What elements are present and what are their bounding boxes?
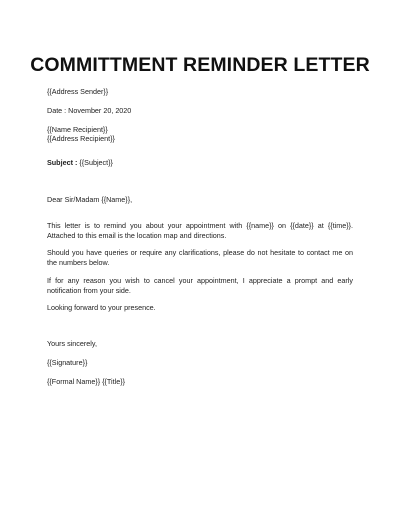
closing: Yours sincerely,: [47, 339, 97, 348]
address-sender: {{Address Sender}}: [47, 87, 109, 96]
body-paragraph-3: If for any reason you wish to cancel your appointment, I appreciate a prompt and early notification from your side.: [47, 276, 353, 295]
subject-value: {{Subject}}: [77, 158, 113, 167]
subject-line: [47, 158, 113, 167]
letter-title: COMMITTMENT REMINDER LETTER: [30, 54, 370, 76]
body-paragraph-1: This letter is to remind you about your appointment with {{name}} on {{date}} at {{time}}. Attached to this email is the location map and directions.: [47, 221, 353, 240]
name-recipient: {{Name Recipient}}: [47, 125, 108, 134]
signature: {{Signature}}: [47, 358, 88, 367]
subject-label: Subject :: [47, 158, 78, 167]
salutation: Dear Sir/Madam {{Name}},: [47, 195, 133, 204]
date-line: Date : November 20, 2020: [47, 106, 132, 115]
body-paragraph-2: Should you have queries or require any clarifications, please do not hesitate to contact me on the numbers below.: [47, 248, 353, 267]
body-paragraph-4: Looking forward to your presence.: [47, 303, 156, 312]
address-recipient: {{Address Recipient}}: [47, 134, 115, 143]
formal-name-title: {{Formal Name}} {{Title}}: [47, 377, 126, 386]
